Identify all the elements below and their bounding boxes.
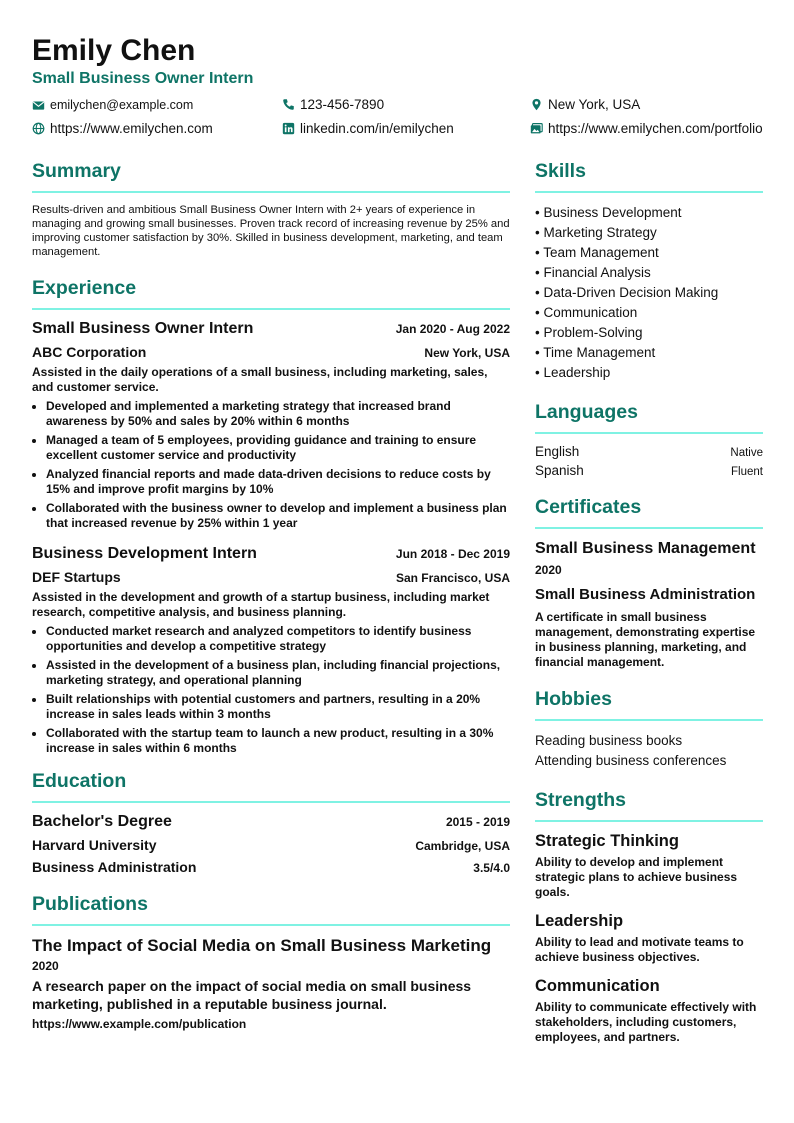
contact-email-text: emilychen@example.com (50, 98, 194, 112)
education-location: Cambridge, USA (415, 839, 510, 853)
job-location: San Francisco, USA (395, 571, 510, 585)
job-dates: Jun 2018 - Dec 2019 (395, 547, 510, 561)
education-gpa: 3.5/4.0 (473, 861, 510, 875)
contact-portfolio-text: https://www.emilychen.com/portfolio (548, 121, 763, 136)
candidate-name: Emily Chen (32, 34, 196, 67)
skill-item: • Team Management (535, 245, 659, 260)
portfolio-image-icon (530, 122, 543, 135)
hobby-item: Attending business conferences (535, 753, 727, 768)
publication-title: The Impact of Social Media on Small Business Marketing (32, 936, 492, 955)
contact-website-text: https://www.emilychen.com (50, 121, 213, 136)
publication-link[interactable]: https://www.example.com/publication (32, 1017, 247, 1031)
job-bullets (32, 624, 510, 756)
contact-email[interactable] (32, 98, 193, 112)
job-title: Small Business Owner Intern (32, 320, 254, 337)
job-bullet: • Built relationships with potential customers and partners, resulting in a 20% increase in sales leads within 3 months (46, 692, 510, 722)
language-item (535, 444, 763, 459)
contact-location-text: New York, USA (548, 97, 641, 112)
job-description: Assisted in the development and growth of a startup business, including market research, competitive analysis, and business planning. (32, 590, 490, 619)
skill-item: • Problem-Solving (535, 325, 643, 340)
hobbies-section (535, 688, 763, 771)
right-column (535, 160, 763, 1057)
job-bullet: • Developed and implemented a marketing strategy that increased brand awareness by 50% and sales by 20% within 6 months (46, 399, 510, 429)
skill-item: • Business Development (535, 205, 682, 220)
job-title: Business Development Intern (32, 545, 257, 562)
skills-heading: Skills (535, 160, 763, 193)
job-bullet: • Analyzed financial reports and made data-driven decisions to reduce costs by 15% and improve profit margins by 10% (46, 467, 510, 497)
experience-section (32, 277, 510, 756)
experience-item (32, 320, 510, 531)
map-pin-icon (530, 98, 543, 111)
summary-heading: Summary (32, 160, 510, 193)
language-name: Spanish (535, 463, 584, 478)
skill-item: • Marketing Strategy (535, 225, 657, 240)
language-level: Fluent (731, 466, 763, 478)
left-column (32, 160, 510, 1031)
publication-year: 2020 (32, 959, 59, 973)
language-name: English (535, 444, 580, 459)
contact-linkedin[interactable] (282, 121, 454, 136)
skill-label: Business Development (543, 205, 682, 220)
hobby-item: Reading business books (535, 733, 683, 748)
hobbies-heading: Hobbies (535, 688, 763, 721)
job-bullets (32, 399, 510, 531)
publications-section (32, 893, 510, 1031)
languages-section (535, 401, 763, 478)
education-school: Harvard University (32, 837, 157, 853)
skill-label: Marketing Strategy (543, 225, 657, 240)
experience-heading: Experience (32, 277, 510, 310)
linkedin-icon (282, 122, 295, 135)
education-heading: Education (32, 770, 510, 803)
job-location: New York, USA (424, 346, 510, 360)
education-section (32, 770, 510, 875)
certificate-year: 2020 (535, 563, 562, 577)
strength-title: Strategic Thinking (535, 832, 679, 850)
job-dates: Jan 2020 - Aug 2022 (395, 322, 510, 336)
skills-section (535, 160, 763, 383)
skill-label: Data-Driven Decision Making (543, 285, 719, 300)
job-company: ABC Corporation (32, 344, 147, 360)
certificate-title: Small Business Administration (535, 586, 756, 603)
job-bullet: • Conducted market research and analyzed competitors to identify business opportunities and develop a competitive strategy (46, 624, 510, 654)
experience-item (32, 545, 510, 756)
candidate-title: Small Business Owner Intern (32, 70, 254, 87)
skill-item: • Leadership (535, 365, 611, 380)
summary-section (32, 160, 510, 259)
envelope-icon (32, 99, 45, 112)
contact-phone-text: 123-456-7890 (300, 97, 385, 112)
contact-portfolio[interactable] (530, 121, 763, 136)
certificates-heading: Certificates (535, 496, 763, 529)
job-bullet: • Collaborated with the business owner to develop and implement a business plan that increased revenue by 25% within 1 year (46, 501, 510, 531)
education-years: 2015 - 2019 (445, 815, 510, 829)
strengths-section (535, 789, 763, 1045)
job-bullet: • Assisted in the development of a business plan, including financial projections, marketing strategy, and operational planning (46, 658, 510, 688)
strength-title: Leadership (535, 912, 624, 930)
education-degree: Bachelor's Degree (32, 813, 172, 830)
languages-heading: Languages (535, 401, 763, 434)
contact-website[interactable] (32, 121, 213, 136)
job-bullet: • Managed a team of 5 employees, providing guidance and training to ensure excellent customer service and productivity (46, 433, 510, 463)
skill-item: • Data-Driven Decision Making (535, 285, 719, 300)
education-field: Business Administration (32, 859, 197, 875)
skill-label: Financial Analysis (543, 265, 651, 280)
certificate-title: Small Business Management (535, 540, 756, 557)
publication-description: A research paper on the impact of social media on small business marketing, published in a reputable business journal. (32, 978, 472, 1012)
skill-item: • Communication (535, 305, 638, 320)
job-description: Assisted in the daily operations of a small business, including marketing, sales, and customer service. (32, 365, 488, 394)
globe-icon (32, 122, 45, 135)
strength-title: Communication (535, 977, 660, 995)
language-level: Native (730, 447, 763, 459)
strength-description: Ability to communicate effectively with stakeholders, including customers, employees, and partners. (535, 1000, 757, 1044)
job-company: DEF Startups (32, 569, 121, 585)
language-item (535, 463, 763, 478)
publications-heading: Publications (32, 893, 510, 926)
job-bullet: • Collaborated with the startup team to launch a new product, resulting in a 30% increase in sales within 6 months (46, 726, 510, 756)
skill-label: Team Management (543, 245, 659, 260)
skill-item: • Time Management (535, 345, 656, 360)
certificates-section (535, 496, 763, 670)
phone-icon (282, 98, 295, 111)
skill-label: Problem-Solving (543, 325, 643, 340)
strength-description: Ability to develop and implement strategic plans to achieve business goals. (535, 855, 738, 899)
skill-label: Time Management (543, 345, 656, 360)
skill-label: Communication (543, 305, 638, 320)
strengths-heading: Strengths (535, 789, 763, 822)
strength-description: Ability to lead and motivate teams to achieve business objectives. (535, 935, 744, 964)
skill-label: Leadership (543, 365, 611, 380)
contact-linkedin-text: linkedin.com/in/emilychen (300, 121, 454, 136)
contact-location (530, 97, 640, 112)
skill-item: • Financial Analysis (535, 265, 651, 280)
certificate-description: A certificate in small business management, demonstrating expertise in business planning, marketing, and financial management. (535, 610, 756, 669)
contact-phone[interactable] (282, 97, 384, 112)
summary-text: Results-driven and ambitious Small Business Owner Intern with 2+ years of experience in managing and growing small businesses. Proven track record of increasing revenue by 25% and improving customer satisfaction by 30%. Skilled in business development, marketing, and team management. (32, 204, 510, 258)
